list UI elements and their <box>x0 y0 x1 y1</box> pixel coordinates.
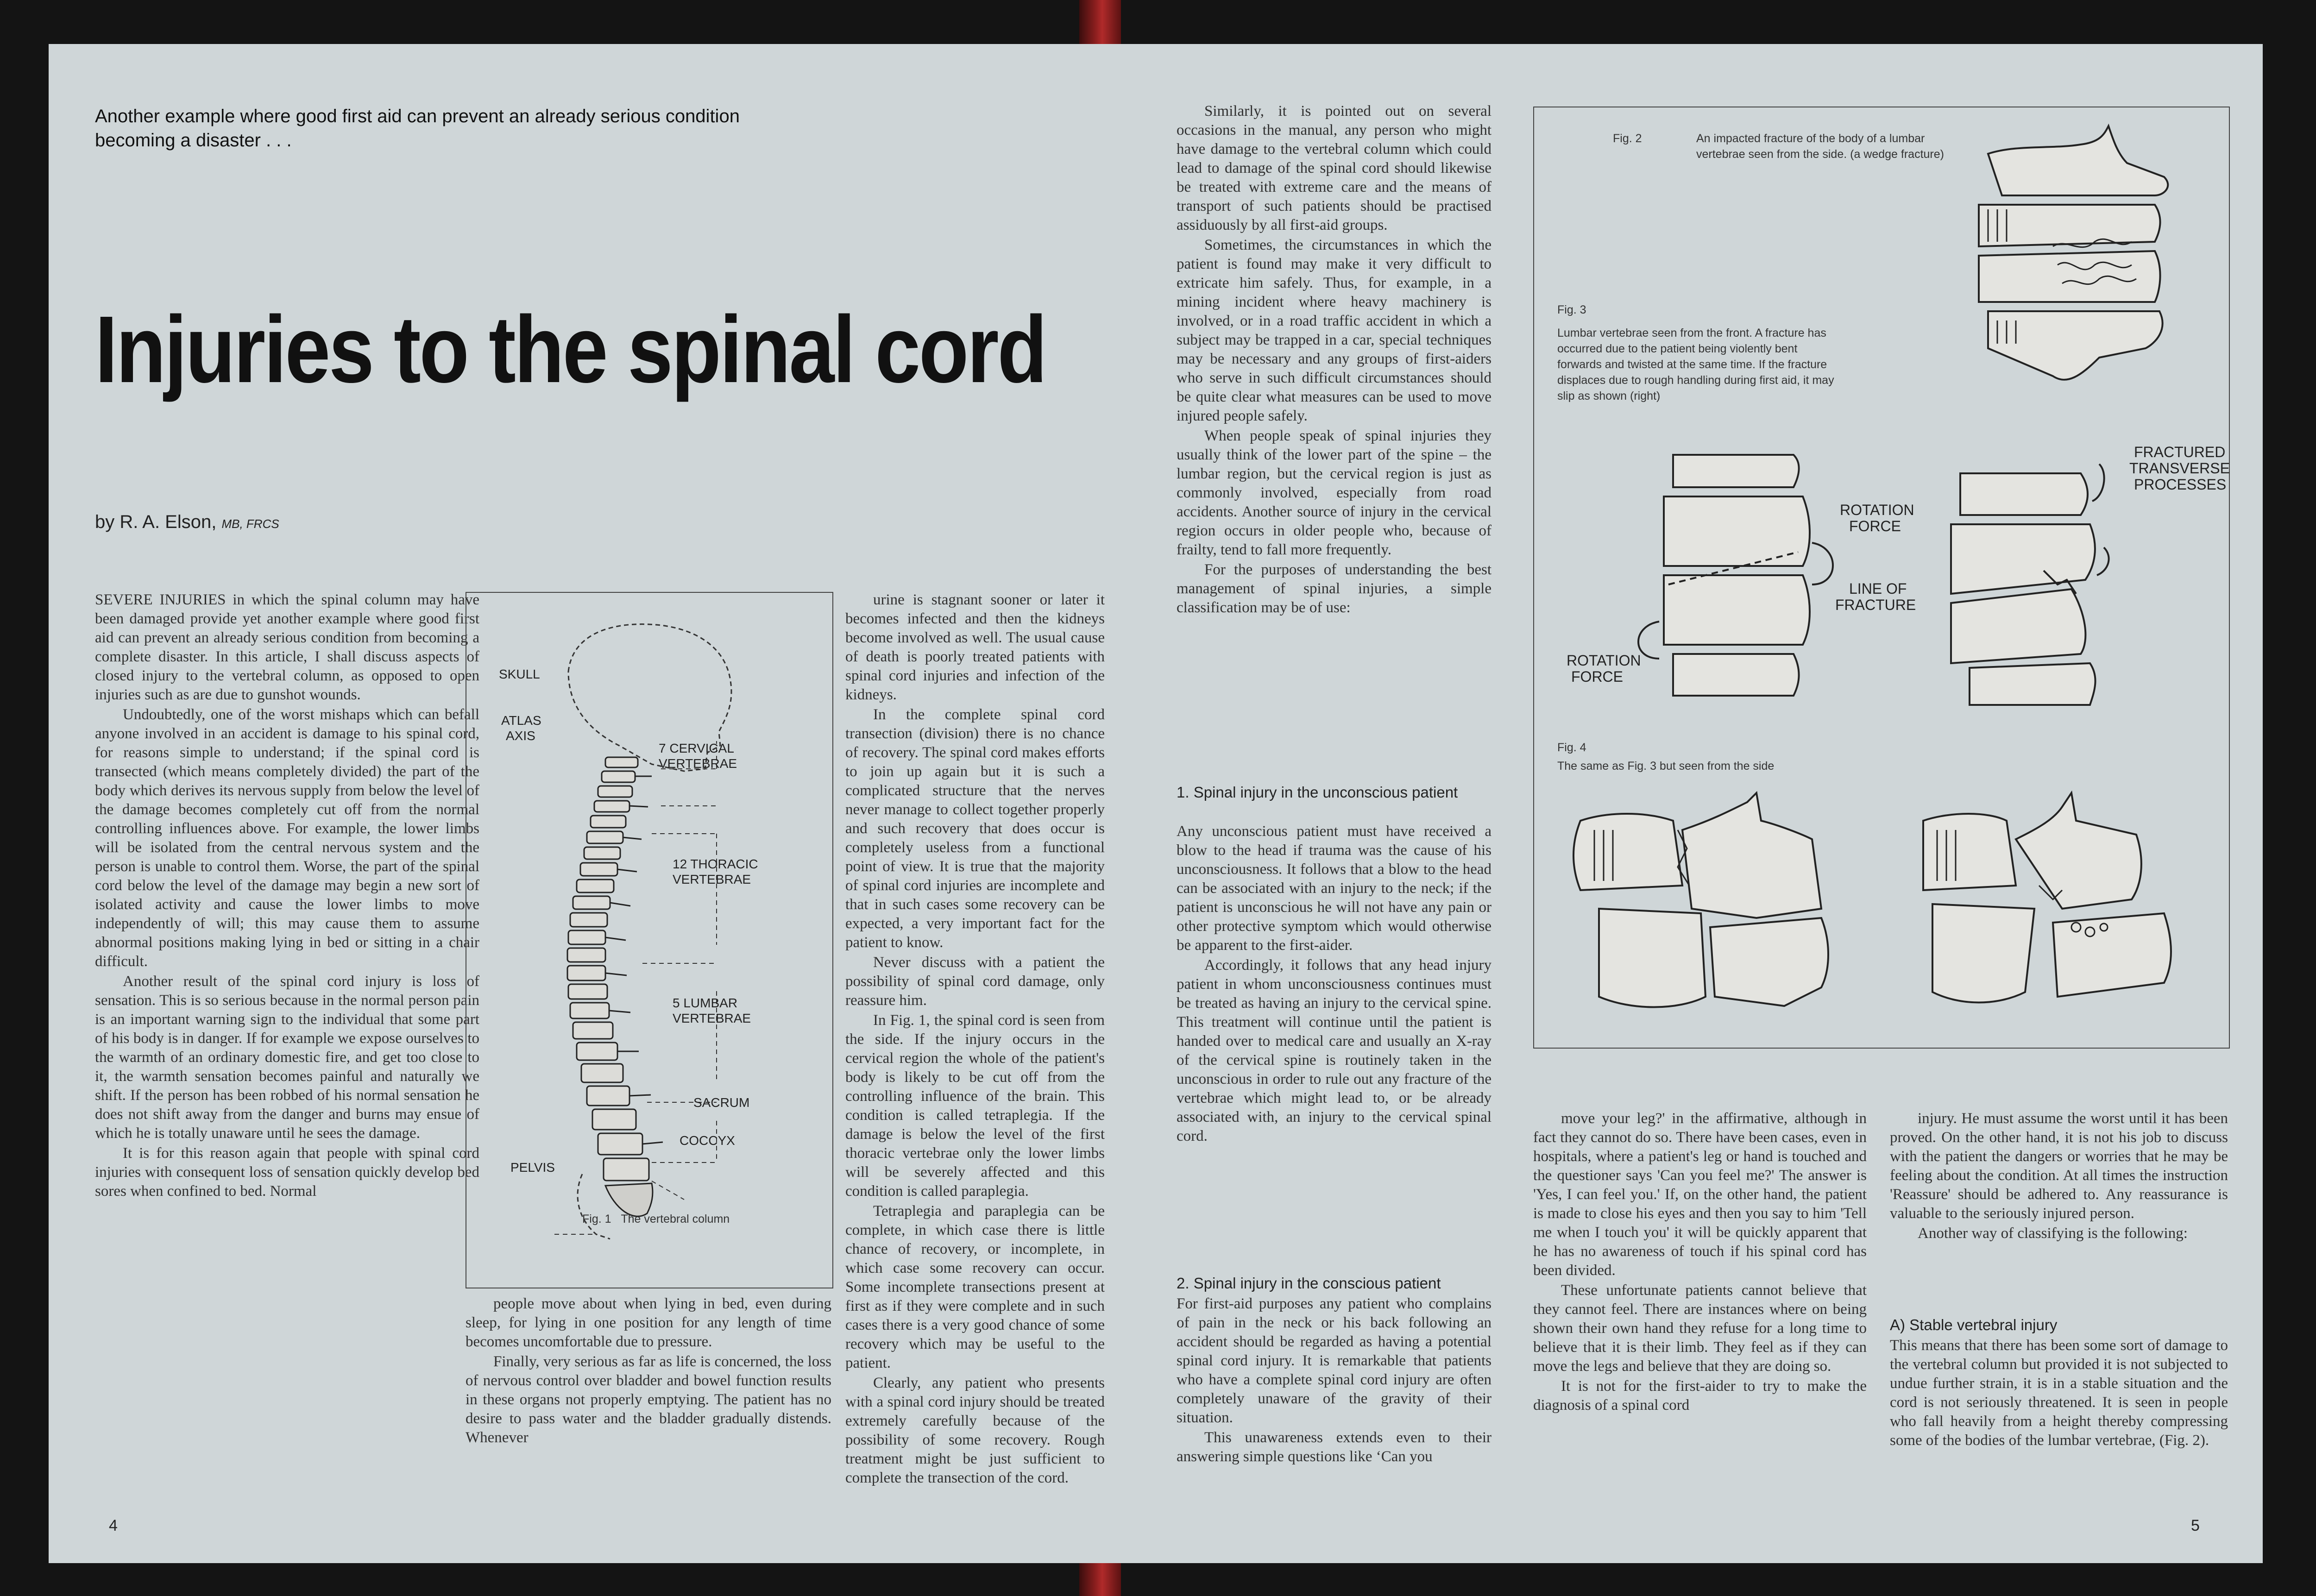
paragraph: Clearly, any patient who presents with a spinal cord injury should be treated extremely carefully because of the possibility of some recovery. Rough treatment might be just sufficient to complete the transection of the cord. <box>845 1375 1105 1486</box>
figure-4-label: Fig. 4 <box>1557 741 1586 754</box>
vertebrae <box>567 757 649 1181</box>
author-name: by R. A. Elson, <box>95 512 217 532</box>
label-pelvis: PELVIS <box>510 1160 555 1175</box>
paragraph: Finally, very serious as far as life is concerned, the loss of nervous control over bladder and bowel function results in these organs not properly emptying. The patient has no desire to pass water and the bladder gradually distends. Whenever <box>466 1353 831 1446</box>
paragraph: These unfortunate patients cannot believe that they cannot feel. There are instances where on being shown their own hand they refuse for a long time to believe that it is their limb. They feel as if they can move the legs and believe that they are doing so. <box>1533 1282 1867 1375</box>
right-column-1 <box>1177 102 1492 618</box>
paragraph: When people speak of spinal injuries they usually think of the lower part of the spine – the lumbar region, but the cervical region is just as commonly involved, especially from road accidents. Another source of injury in the cervical region occurs in older people who, because of frailty, tend to fall more frequently. <box>1177 427 1492 558</box>
label-coccyx: COCCYX <box>680 1133 735 1148</box>
vertebral-column-diagram <box>466 593 832 1288</box>
paragraph: move your leg?' in the affirmative, although in fact they cannot do so. There have been cases, even in hospitals, where a patient's leg or hand is touched and the questioner says 'Can you feel me?' The answer is 'Yes, I can feel you.' If, on the other hand, the patient is made to close his eyes and then you say to him 'Tell me when I touch you' it will be quickly apparent that he has no awareness of touch if his spinal cord has been divided. <box>1533 1110 1867 1279</box>
figure-3-caption: Lumbar vertebrae seen from the front. A fracture has occurred due to the patient being violently bent forwards and twisted at the same time. If the fracture displaces due to rough handling during first aid, it may slip as shown (right) <box>1557 327 1834 402</box>
figure-1-caption <box>582 1211 730 1227</box>
label-lumbar: 5 LUMBAR <box>673 996 738 1010</box>
label-cervical-vertebrae: VERTEBRAE <box>659 756 737 771</box>
figure-2-label: Fig. 2 <box>1613 132 1642 145</box>
label-thoracic-vertebrae: VERTEBRAE <box>673 872 751 886</box>
left-column-2 <box>466 1294 831 1448</box>
paragraph: For first-aid purposes any patient who complains of pain in the neck or his back following an accident should be regarded as having a potential spinal cord injury. It is remarkable that patients who have a complete spinal cord injury are often completely unaware of the gravity of their situation. <box>1177 1295 1492 1426</box>
figure-4-caption: The same as Fig. 3 but seen from the side <box>1557 760 1775 773</box>
label-fractured-processes-b: TRANSVERSE <box>2129 460 2230 477</box>
left-column-3 <box>845 591 1105 1489</box>
label-rotation-force-1b: FORCE <box>1849 518 1901 534</box>
fig4-lumbar-side-drawing <box>1562 793 2210 1034</box>
label-axis: AXIS <box>506 729 535 743</box>
fig2-wedge-fracture-drawing <box>1960 126 2220 385</box>
label-skull: SKULL <box>499 667 540 681</box>
paragraph: This means that there has been some sort of damage to the vertebral column but provided it is not subjected to undue further strain, it is in a stable situation and the cord is not seriously threatened. It is seen in people who fall heavily from a height thereby compressing some of the bodies of the lumbar vertebrae, (Fig. 2). <box>1890 1337 2228 1449</box>
section-1-text <box>1177 822 1492 1147</box>
label-line-of-fracture: LINE OF <box>1849 580 1907 597</box>
left-page <box>49 44 1142 1563</box>
figure-1-label: Fig. 1 <box>582 1213 611 1225</box>
figure-2-caption: An impacted fracture of the body of a lumbar vertebrae seen from the side. (a wedge fracture) <box>1696 132 1944 161</box>
paragraph: urine is stagnant sooner or later it becomes infected and then the kidneys become involved as well. The usual cause of death is poorly treated patients with spinal cord injuries and infection of the kidneys. <box>845 591 1105 703</box>
paragraph: It is not for the first-aider to try to make the diagnosis of a spinal cord <box>1533 1378 1867 1414</box>
right-column-2 <box>1533 1109 1867 1416</box>
article-kicker: Another example where good first aid can prevent an already serious condition becoming a disaster . . . <box>95 106 740 151</box>
right-column-3a <box>1890 1109 2228 1244</box>
section-2-heading: 2. Spinal injury in the conscious patient <box>1177 1275 1441 1292</box>
label-atlas: ATLAS <box>501 713 541 728</box>
right-page <box>1130 44 2263 1563</box>
figures-2-4 <box>1533 107 2230 1049</box>
label-fractured-processes-c: PROCESSES <box>2134 476 2227 493</box>
paragraph: In Fig. 1, the spinal cord is seen from the side. If the injury occurs in the cervical region the whole of the patient's body is likely to be cut off from the controlling influence of the brain. This condition is called tetraplegia. If the damage is below the level of the first thoracic vertebrae only the lower limbs will be severely affected and this condition is called paraplegia. <box>845 1012 1105 1200</box>
label-line-of-fracture-b: FRACTURE <box>1835 597 1916 613</box>
author-credentials: MB, FRCS <box>221 517 279 531</box>
paragraph: Never discuss with a patient the possibility of spinal cord damage, only reassure him. <box>845 954 1105 1009</box>
page-number-right: 5 <box>2191 1517 2200 1534</box>
label-rotation-force-2b: FORCE <box>1571 668 1623 685</box>
label-rotation-force-2: ROTATION <box>1567 652 1641 669</box>
paragraph: Undoubtedly, one of the worst mishaps which can befall anyone involved in an accident is damage to his spinal cord, for reasons simple to understand; if the spinal cord is transected (which means completely divided) the part of the body which derives its nervous supply from below the level of the damage becomes completely cut off from the normal controlling influences above. For example, the lower limbs will be isolated from the central nervous system and the person is unable to control them. Worse, the part of the spinal cord below the level of the damage may begin a new sort of isolated activity and cause the lower limbs to move independently of will; this may cause them to assume abnormal positions making lying in bed or sitting in a chair difficult. <box>95 706 479 970</box>
paragraph: In the complete spinal cord transection (division) there is no chance of recovery. The spinal cord makes efforts to join up again but it is such a complicated structure that the nerves never manage to collect together properly and such recovery that does occur is completely useless from a functional point of view. It is true that the majority of spinal cord injuries are incomplete and that in such cases some recovery can be expected, a very important fact for the patient to know. <box>845 706 1105 951</box>
paragraph: This unawareness extends even to their answering simple questions like ‘Can you <box>1177 1429 1492 1465</box>
paragraph: Accordingly, it follows that any head injury patient in whom unconsciousness continues must be treated as having an injury to the cervical spine. This treatment will continue until the patient is handed over to medical care and usually an X-ray of the cervical spine is routinely taken in the unconscious in order to rule out any fracture of the vertebrae which might lead to, or be already associated with, an injury to the cervical spinal cord. <box>1177 957 1492 1144</box>
label-thoracic: 12 THORACIC <box>673 857 758 871</box>
left-column-1 <box>95 591 479 1202</box>
page-number-left: 4 <box>109 1517 118 1534</box>
paragraph: SEVERE INJURIES in which the spinal column may have been damaged provide yet another example where good first aid can prevent an already serious condition from becoming a complete disaster. In this article, I shall discuss aspects of closed injury to the vertebral column, as opposed to open injuries such as are due to gunshot wounds. <box>95 591 479 703</box>
article-byline <box>95 512 279 533</box>
label-lumbar-vertebrae: VERTEBRAE <box>673 1011 751 1025</box>
paragraph: Another result of the spinal cord injury is loss of sensation. This is so serious because in the normal person pain is an important warning sign to the individual that some part of his body is in danger. If for example we expose ourselves to the warmth of an ordinary domestic fire, and get too close to it, the warmth sensation becomes painful and naturally we shift. If the person has been robbed of his normal sensation he does not shift away from the danger and burns may ensue of which he is totally unaware until he sees the damage. <box>95 973 479 1142</box>
article-title: Injuries to the spinal cord <box>95 296 1046 402</box>
section-1-heading: 1. Spinal injury in the unconscious patient <box>1177 784 1458 801</box>
figure-3-label: Fig. 3 <box>1557 303 1586 316</box>
paragraph: It is for this reason again that people with spinal cord injuries with consequent loss of sensation quickly develop bed sores when confined to bed. Normal <box>95 1145 479 1200</box>
label-cervical: 7 CERVICAL <box>659 741 734 755</box>
label-sacrum: SACRUM <box>693 1095 750 1110</box>
label-rotation-force-1: ROTATION <box>1840 502 1914 518</box>
figure-1-caption-text: The vertebral column <box>621 1213 730 1225</box>
paragraph: people move about when lying in bed, even during sleep, for lying in one position for any length of time becomes uncomfortable due to pressure. <box>466 1295 831 1350</box>
paragraph: Another way of classifying is the following: <box>1918 1225 2188 1242</box>
paragraph: Tetraplegia and paraplegia can be complete, in which case there is little chance of recovery, or incomplete, in which case some recovery can occur. Some incomplete transections present at first as if they were complete and in such cases there is a very good chance of some recovery which may be useful to the patient. <box>845 1203 1105 1371</box>
paragraph: Any unconscious patient must have received a blow to the head if trauma was the cause of his unconsciousness. It follows that a blow to the head can be associated with an injury to the neck; if the patient is unconscious he will not have any pain or other protective symptom which would otherwise be apparent to the first-aider. <box>1177 823 1492 954</box>
paragraph: injury. He must assume the worst until it has been proved. On the other hand, it is not his job to discuss with the patient the dangers or worries that he may be feeling about the condition. At all times the instruction 'Reassure' should be adhered to. Any reassurance is valuable to the seriously injured person. <box>1890 1110 2228 1222</box>
paragraph: Sometimes, the circumstances in which the patient is found may make it very difficult to extricate him safely. Thus, for example, in a mining incident where heavy machinery is involved, or in a road traffic accident in which a subject may be trapped in a car, special techniques may be necessary and any groups of first-aiders who serve in such difficult circumstances should be quite clear what measures can be used to move injured people safely. <box>1177 237 1492 424</box>
section-a-heading: A) Stable vertebral injury <box>1890 1316 2058 1333</box>
paragraph: Similarly, it is pointed out on several occasions in the manual, any person who might have damage to the vertebral column which could lead to damage of the spinal cord should likewise be treated with extreme care and the means of transport of such patients should be practised assiduously by all first-aid groups. <box>1177 103 1492 233</box>
fig3-lumbar-front-drawing <box>1553 444 2230 733</box>
right-column-3b <box>1890 1336 2228 1451</box>
figure-1 <box>466 592 833 1288</box>
label-fractured-processes: FRACTURED <box>2134 444 2226 460</box>
paragraph: For the purposes of understanding the best management of spinal injuries, a simple classification may be of use: <box>1177 561 1492 616</box>
section-2-text <box>1177 1294 1492 1467</box>
